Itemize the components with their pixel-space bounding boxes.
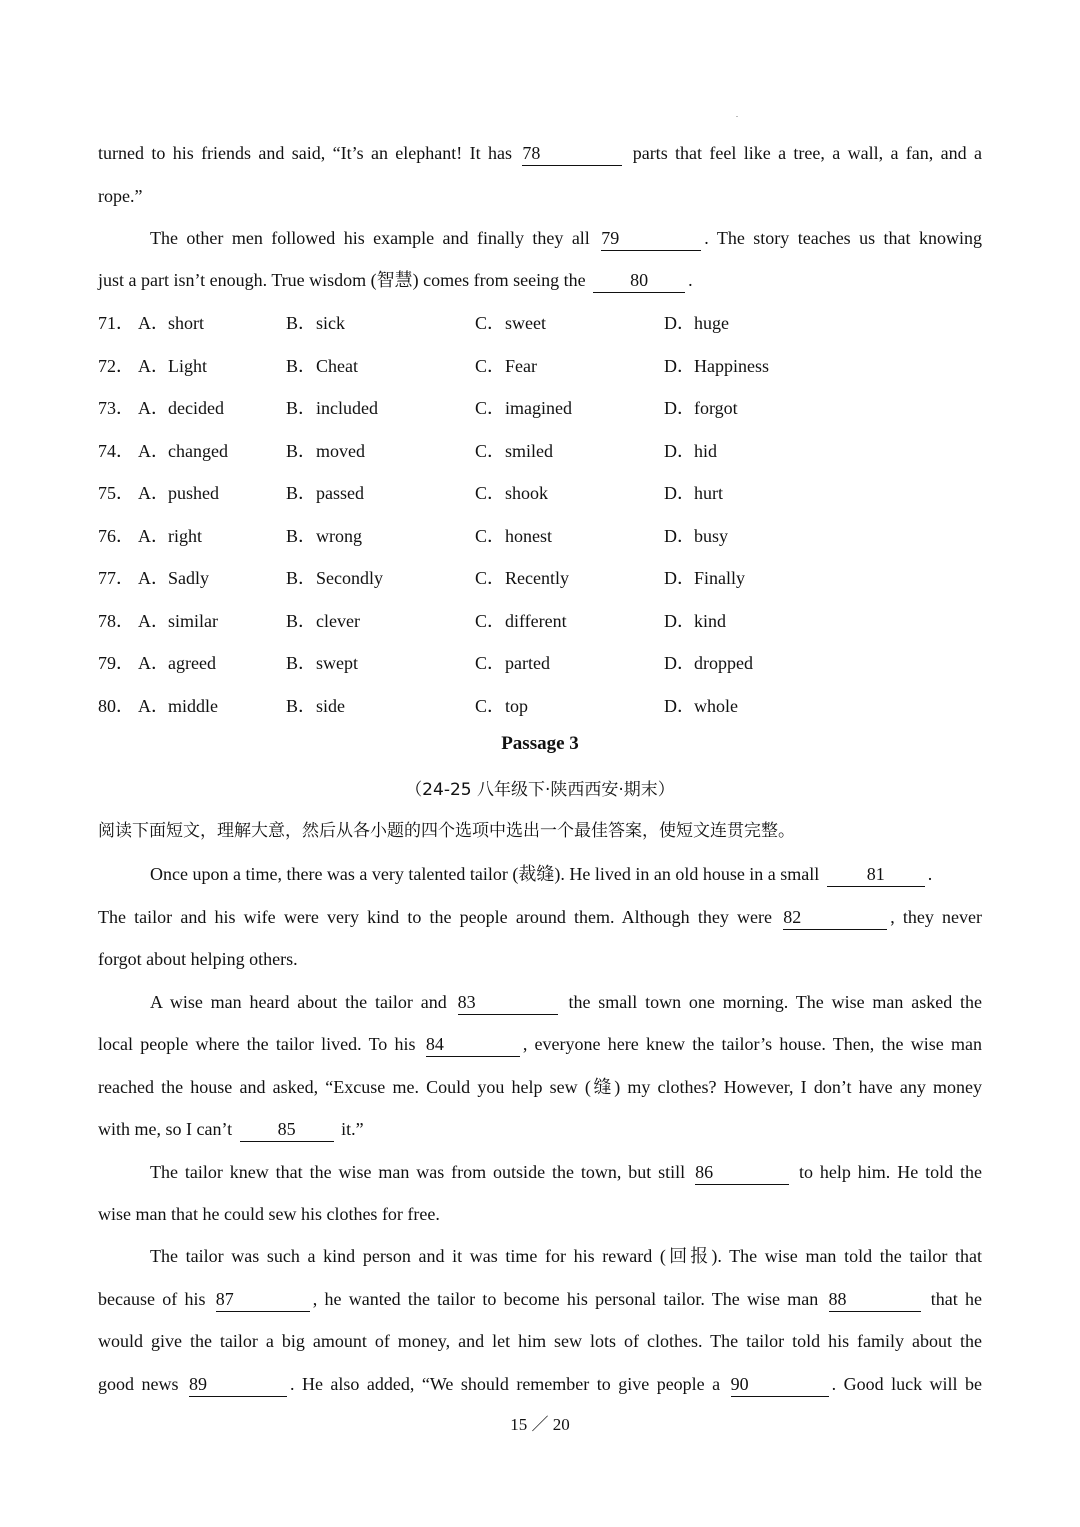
text-segment: . He also added, “We should remember to give people a [289, 1374, 721, 1394]
option-letter: C． [475, 483, 506, 503]
option-text: hurt [694, 483, 723, 503]
text-segment: The other men followed his example and finally they all [150, 228, 590, 248]
option-text: swept [316, 653, 358, 673]
option-text: Fear [505, 355, 537, 376]
text-segment: . The story teaches us that knowing [704, 228, 982, 248]
option-b [286, 351, 358, 381]
option-b [286, 606, 360, 636]
option-a [138, 606, 218, 636]
blank-86: 86 [695, 1160, 789, 1185]
passage-line: The tailor was such a kind person and it was time for his reward (回报). The wise man told the tailor that [150, 1246, 982, 1266]
option-b [286, 563, 383, 593]
option-d [664, 563, 745, 593]
passage-line [150, 223, 982, 253]
text-segment: . Good luck will be [831, 1374, 983, 1394]
option-text: short [168, 313, 204, 333]
option-text: shook [505, 483, 549, 503]
option-text: top [505, 695, 529, 716]
text-segment: the small town one morning. The wise man asked the [568, 992, 983, 1012]
text-segment: it.” [341, 1119, 364, 1139]
option-letter: D． [664, 440, 695, 461]
option-row [98, 351, 982, 381]
text-segment: good news [98, 1374, 179, 1394]
option-b [286, 521, 362, 551]
option-text: decided [168, 398, 224, 418]
option-a [138, 436, 228, 466]
option-letter: C． [475, 695, 506, 716]
option-letter: C． [475, 440, 506, 461]
option-letter: A． [138, 653, 169, 673]
blank-85: 85 [240, 1117, 334, 1142]
instruction-text: 阅读下面短文，理解大意，然后从各小题的四个选项中选出一个最佳答案，使短文连贯完整。 [98, 821, 795, 841]
option-text: clever [316, 610, 360, 631]
option-text: smiled [505, 440, 553, 461]
option-text: passed [316, 483, 364, 503]
option-a [138, 691, 218, 721]
option-a [138, 478, 219, 508]
option-letter: B． [286, 440, 317, 461]
blank-81: 81 [827, 862, 925, 887]
option-row [98, 521, 982, 551]
text-segment: Once upon a time, there was a very talented tailor (裁缝). He lived in an old house in a small [150, 864, 820, 884]
text-segment: that he [930, 1289, 982, 1309]
option-c [475, 606, 567, 636]
option-letter: A． [138, 568, 169, 588]
option-letter: A． [138, 610, 169, 631]
option-text: side [316, 695, 345, 716]
passage-line [98, 138, 982, 168]
option-letter: C． [475, 525, 506, 546]
passage-line [150, 859, 982, 889]
passage-line: forgot about helping others. [98, 949, 298, 969]
option-letter: B． [286, 483, 317, 503]
option-text: Light [168, 355, 207, 376]
option-text: sweet [505, 313, 546, 333]
blank-88: 88 [829, 1287, 921, 1312]
option-letter: D． [664, 653, 695, 673]
option-letter: D． [664, 525, 695, 546]
page-number: 15 ／ 20 [510, 1415, 570, 1434]
question-number: 72． [98, 355, 134, 376]
option-c [475, 478, 548, 508]
option-text: Sadly [168, 568, 210, 588]
option-letter: D． [664, 398, 695, 418]
text-segment: , they never [890, 907, 983, 927]
passage-line [98, 902, 982, 932]
option-text: imagined [505, 398, 572, 418]
passage-line: rope.” [98, 186, 143, 206]
option-c [475, 308, 546, 338]
option-d [664, 436, 717, 466]
option-text: honest [505, 525, 552, 546]
option-text: Happiness [694, 355, 769, 376]
option-row [98, 393, 982, 423]
option-letter: B． [286, 313, 317, 333]
option-text: hid [694, 440, 718, 461]
text-segment: The tailor and his wife were very kind to the people around them. Although they were [98, 907, 772, 927]
option-d [664, 351, 769, 381]
option-letter: D． [664, 483, 695, 503]
option-text: different [505, 610, 567, 631]
option-text: dropped [694, 653, 753, 673]
option-letter: A． [138, 525, 169, 546]
question-number: 77． [98, 568, 134, 588]
option-a [138, 521, 202, 551]
option-letter: D． [664, 313, 695, 333]
option-text: forgot [694, 398, 738, 418]
option-text: included [316, 398, 378, 418]
option-row [98, 563, 982, 593]
question-number: 80． [98, 695, 134, 716]
option-b [286, 393, 378, 423]
option-text: whole [694, 695, 738, 716]
option-letter: C． [475, 653, 506, 673]
option-letter: C． [475, 610, 506, 631]
option-letter: A． [138, 483, 169, 503]
option-d [664, 393, 738, 423]
option-letter: B． [286, 525, 317, 546]
text-segment: just a part isn’t enough. True wisdom (智慧) comes from seeing the [98, 270, 586, 290]
option-a [138, 308, 204, 338]
option-text: Recently [505, 568, 569, 588]
question-number: 78． [98, 610, 134, 631]
option-text: similar [168, 610, 218, 631]
option-c [475, 436, 553, 466]
blank-79: 79 [601, 226, 701, 251]
option-text: huge [694, 313, 729, 333]
blank-80: 80 [593, 268, 685, 293]
option-row [98, 648, 982, 678]
passage-line: wise man that he could sew his clothes for free. [98, 1204, 440, 1224]
text-segment: turned to his friends and said, “It’s an elephant! It has [98, 143, 512, 163]
option-letter: C． [475, 313, 506, 333]
text-segment: The tailor knew that the wise man was from outside the town, but still [150, 1162, 686, 1182]
option-c [475, 351, 537, 381]
question-number: 73． [98, 398, 134, 418]
text-segment: parts that feel like a tree, a wall, a fan, and a [632, 143, 982, 163]
option-a [138, 563, 209, 593]
option-letter: A． [138, 355, 169, 376]
option-letter: A． [138, 695, 169, 716]
option-row [98, 606, 982, 636]
option-d [664, 606, 726, 636]
option-letter: C． [475, 355, 506, 376]
passage-line [150, 987, 982, 1017]
option-b [286, 691, 345, 721]
option-c [475, 521, 552, 551]
passage-source: （24-25 八年级下·陕西西安·期末） [405, 780, 675, 800]
option-letter: D． [664, 695, 695, 716]
option-letter: D． [664, 610, 695, 631]
option-letter: A． [138, 398, 169, 418]
passage-line: reached the house and asked, “Excuse me. Could you help sew (缝) my clothes? However, I don’t have any money [98, 1077, 982, 1097]
blank-82: 82 [783, 905, 887, 930]
option-letter: B． [286, 398, 317, 418]
option-a [138, 351, 207, 381]
scan-artifact [736, 116, 738, 117]
option-c [475, 648, 550, 678]
blank-84: 84 [426, 1032, 520, 1057]
option-text: pushed [168, 483, 219, 503]
passage-line [98, 1029, 982, 1059]
option-text: Finally [694, 568, 746, 588]
option-letter: B． [286, 695, 317, 716]
passage-line [98, 1114, 982, 1144]
option-text: moved [316, 440, 365, 461]
text-segment: . [927, 864, 933, 884]
option-letter: B． [286, 653, 317, 673]
blank-90: 90 [731, 1372, 829, 1397]
blank-78: 78 [522, 141, 622, 166]
option-row [98, 436, 982, 466]
question-number: 74． [98, 440, 134, 461]
option-row [98, 691, 982, 721]
option-letter: B． [286, 355, 317, 376]
blank-87: 87 [216, 1287, 310, 1312]
passage-title: Passage 3 [501, 733, 579, 754]
option-text: right [168, 525, 202, 546]
option-b [286, 478, 364, 508]
text-segment: A wise man heard about the tailor and [150, 992, 447, 1012]
option-text: sick [316, 313, 345, 333]
option-text: wrong [316, 525, 362, 546]
option-d [664, 478, 723, 508]
question-number: 71． [98, 313, 134, 333]
option-b [286, 436, 365, 466]
option-text: kind [694, 610, 727, 631]
option-letter: C． [475, 568, 506, 588]
text-segment: with me, so I can’t [98, 1119, 233, 1139]
option-d [664, 648, 753, 678]
option-text: Secondly [316, 568, 383, 588]
passage-line [98, 1369, 982, 1399]
option-c [475, 563, 569, 593]
text-segment: to help him. He told the [799, 1162, 983, 1182]
option-text: Cheat [316, 355, 358, 376]
option-letter: B． [286, 610, 317, 631]
question-number: 75． [98, 483, 134, 503]
text-segment: . [688, 270, 693, 290]
passage-line [98, 265, 982, 295]
option-b [286, 648, 358, 678]
option-row [98, 308, 982, 338]
option-a [138, 393, 224, 423]
option-letter: D． [664, 568, 695, 588]
text-segment: local people where the tailor lived. To his [98, 1034, 416, 1054]
option-row [98, 478, 982, 508]
option-d [664, 691, 738, 721]
option-c [475, 691, 528, 721]
question-number: 76． [98, 525, 134, 546]
option-text: changed [168, 440, 228, 461]
text-segment: because of his [98, 1289, 206, 1309]
option-text: busy [694, 525, 729, 546]
option-a [138, 648, 216, 678]
option-letter: A． [138, 440, 169, 461]
text-segment: , he wanted the tailor to become his personal tailor. The wise man [312, 1289, 819, 1309]
passage-line [98, 1284, 982, 1314]
option-b [286, 308, 345, 338]
blank-89: 89 [189, 1372, 287, 1397]
option-letter: B． [286, 568, 317, 588]
blank-83: 83 [458, 990, 558, 1015]
option-letter: C． [475, 398, 506, 418]
option-text: agreed [168, 653, 216, 673]
option-d [664, 308, 729, 338]
text-segment: , everyone here knew the tailor’s house. Then, the wise man [522, 1034, 982, 1054]
passage-line: would give the tailor a big amount of money, and let him sew lots of clothes. The tailor told his family about the [98, 1331, 982, 1351]
option-c [475, 393, 572, 423]
question-number: 79． [98, 653, 134, 673]
option-d [664, 521, 728, 551]
option-text: middle [168, 695, 218, 716]
passage-line [150, 1157, 982, 1187]
option-text: parted [505, 653, 550, 673]
option-letter: A． [138, 313, 169, 333]
option-letter: D． [664, 355, 695, 376]
